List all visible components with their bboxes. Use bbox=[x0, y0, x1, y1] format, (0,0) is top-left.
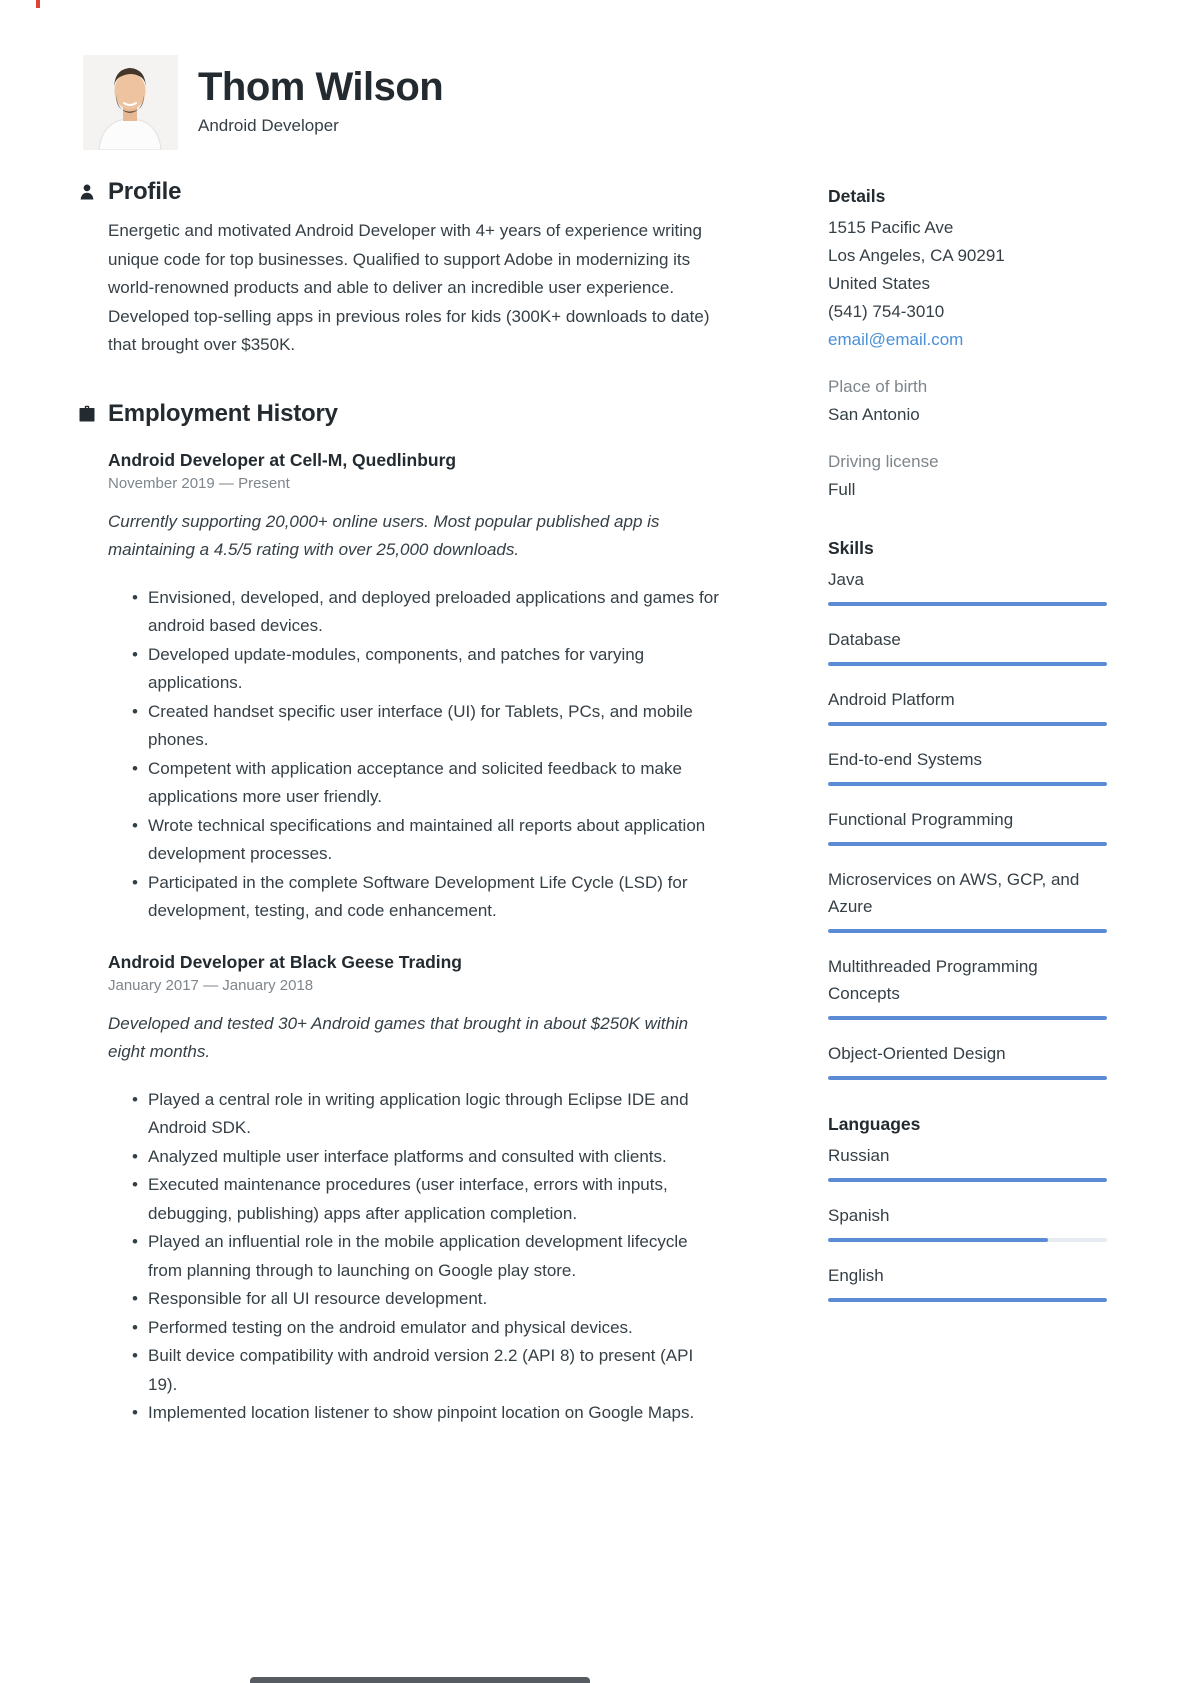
resume-header bbox=[83, 55, 443, 150]
skill-item-level-fill bbox=[828, 782, 1107, 786]
languages-heading: Languages bbox=[828, 1114, 921, 1134]
briefcase-icon bbox=[78, 405, 96, 423]
job-bullets bbox=[108, 584, 726, 926]
details-heading: Details bbox=[828, 186, 886, 206]
skill-item bbox=[828, 806, 1107, 846]
job-bullet: • Executed maintenance procedures (user interface, errors with inputs, debugging, publishing) apps after application completion. bbox=[108, 1171, 726, 1228]
skill-item-level-fill bbox=[828, 1076, 1107, 1080]
skill-item-level-bar bbox=[828, 722, 1107, 726]
job-bullet: • Built device compatibility with android version 2.2 (API 8) to present (API 19). bbox=[108, 1342, 726, 1399]
skills-list bbox=[828, 566, 1107, 1080]
skill-item bbox=[828, 626, 1107, 666]
job-title: Android Developer at Black Geese Trading bbox=[108, 951, 462, 972]
job-dates: November 2019 — Present bbox=[108, 474, 290, 492]
skill-item-name: Multithreaded Programming Concepts bbox=[828, 957, 1038, 1003]
language-item-level-fill bbox=[828, 1298, 1107, 1302]
skill-item-level-fill bbox=[828, 929, 1107, 933]
job-bullet: • Envisioned, developed, and deployed preloaded applications and games for android based devices. bbox=[108, 584, 726, 641]
address-block bbox=[828, 214, 1107, 326]
job-entry bbox=[108, 952, 726, 1428]
job-entry bbox=[108, 450, 726, 926]
skill-item bbox=[828, 866, 1107, 933]
skill-item-level-fill bbox=[828, 662, 1107, 666]
skill-item-level-bar bbox=[828, 1076, 1107, 1080]
language-item bbox=[828, 1142, 1107, 1182]
job-summary: Developed and tested 30+ Android games that brought in about $250K within eight months. bbox=[108, 1013, 689, 1061]
skill-item-level-fill bbox=[828, 602, 1107, 606]
language-item bbox=[828, 1202, 1107, 1242]
skill-item-level-bar bbox=[828, 929, 1107, 933]
profile-photo bbox=[83, 55, 178, 150]
skill-item bbox=[828, 953, 1107, 1020]
candidate-name: Thom Wilson bbox=[198, 65, 444, 109]
languages-list bbox=[828, 1142, 1107, 1302]
skill-item bbox=[828, 686, 1107, 726]
email-link[interactable]: email@email.com bbox=[828, 330, 964, 349]
language-item-level-fill bbox=[828, 1178, 1107, 1182]
skill-item-name: Microservices on AWS, GCP, and Azure bbox=[828, 870, 1080, 916]
job-bullet: • Analyzed multiple user interface platforms and consulted with clients. bbox=[108, 1143, 726, 1172]
job-bullet: • Played a central role in writing application logic through Eclipse IDE and Android SDK. bbox=[108, 1086, 726, 1143]
skill-item-level-bar bbox=[828, 1016, 1107, 1020]
employment-section-heading bbox=[78, 400, 726, 428]
skill-item bbox=[828, 1040, 1107, 1080]
language-item-name: Spanish bbox=[828, 1206, 890, 1225]
employment-heading: Employment History bbox=[108, 399, 338, 427]
language-item-level-fill bbox=[828, 1238, 1048, 1242]
address-line: Los Angeles, CA 90291 bbox=[828, 246, 1005, 265]
page-edge-artifact bbox=[36, 0, 40, 8]
jobs-list bbox=[108, 450, 726, 1428]
skill-item-name: Java bbox=[828, 570, 864, 589]
job-bullet: • Played an influential role in the mobile application development lifecycle from planning through to launching on Google play store. bbox=[108, 1228, 726, 1285]
address-line: 1515 Pacific Ave bbox=[828, 218, 954, 237]
job-bullet: • Created handset specific user interface (UI) for Tablets, PCs, and mobile phones. bbox=[108, 698, 726, 755]
header-text bbox=[198, 55, 443, 136]
job-summary: Currently supporting 20,000+ online users. Most popular published app is maintaining a 4.5/5 rating with over 25,000 downloads. bbox=[108, 511, 660, 559]
skill-item-level-fill bbox=[828, 842, 1107, 846]
main-column bbox=[78, 178, 726, 1454]
skill-item-name: Database bbox=[828, 630, 901, 649]
language-item-level-bar bbox=[828, 1178, 1107, 1182]
language-item-level-bar bbox=[828, 1238, 1107, 1242]
job-bullet: • Responsible for all UI resource development. bbox=[108, 1285, 726, 1314]
skill-item-level-fill bbox=[828, 722, 1107, 726]
address-line: United States bbox=[828, 274, 931, 293]
profile-photo-image bbox=[83, 55, 178, 150]
person-icon bbox=[78, 183, 96, 201]
place-of-birth-label: Place of birth bbox=[828, 377, 928, 396]
skill-item-name: Object-Oriented Design bbox=[828, 1044, 1006, 1063]
job-bullet: • Developed update-modules, components, and patches for varying applications. bbox=[108, 641, 726, 698]
job-bullet: • Wrote technical specifications and maintained all reports about application development processes. bbox=[108, 812, 726, 869]
place-of-birth-value: San Antonio bbox=[828, 405, 920, 424]
skill-item-level-fill bbox=[828, 1016, 1107, 1020]
skill-item-name: Functional Programming bbox=[828, 810, 1014, 829]
driving-license-value: Full bbox=[828, 480, 856, 499]
sidebar bbox=[828, 186, 1107, 1322]
job-dates: January 2017 — January 2018 bbox=[108, 976, 314, 994]
driving-license-label: Driving license bbox=[828, 452, 939, 471]
job-title: Android Developer at Cell-M, Quedlinburg bbox=[108, 449, 457, 470]
skill-item-level-bar bbox=[828, 662, 1107, 666]
job-bullet: • Participated in the complete Software Development Life Cycle (LSD) for development, testing, and code enhancement. bbox=[108, 869, 726, 926]
skill-item-name: Android Platform bbox=[828, 690, 955, 709]
address-line: (541) 754-3010 bbox=[828, 302, 945, 321]
skill-item-name: End-to-end Systems bbox=[828, 750, 983, 769]
skill-item bbox=[828, 746, 1107, 786]
job-bullet: • Implemented location listener to show pinpoint location on Google Maps. bbox=[108, 1399, 726, 1428]
job-bullets bbox=[108, 1086, 726, 1428]
skills-heading: Skills bbox=[828, 538, 874, 558]
next-page-edge bbox=[250, 1677, 590, 1683]
profile-text: Energetic and motivated Android Developer with 4+ years of experience writing unique code for top businesses. Qualified to support Adobe in modernizing its world-renowned products and able to deliver an incredible user experience. Developed top-selling apps in previous roles for kids (300K+ downloads to date) that brought over $350K. bbox=[108, 221, 710, 354]
job-bullet: • Performed testing on the android emulator and physical devices. bbox=[108, 1314, 726, 1343]
skill-item-level-bar bbox=[828, 842, 1107, 846]
skill-item bbox=[828, 566, 1107, 606]
skill-item-level-bar bbox=[828, 782, 1107, 786]
language-item-level-bar bbox=[828, 1298, 1107, 1302]
language-item-name: Russian bbox=[828, 1146, 890, 1165]
job-bullet: • Competent with application acceptance and solicited feedback to make applications more user friendly. bbox=[108, 755, 726, 812]
skill-item-level-bar bbox=[828, 602, 1107, 606]
candidate-headline: Android Developer bbox=[198, 116, 339, 135]
profile-section-heading bbox=[78, 178, 726, 206]
language-item-name: English bbox=[828, 1266, 884, 1285]
language-item bbox=[828, 1262, 1107, 1302]
profile-heading: Profile bbox=[108, 178, 182, 205]
